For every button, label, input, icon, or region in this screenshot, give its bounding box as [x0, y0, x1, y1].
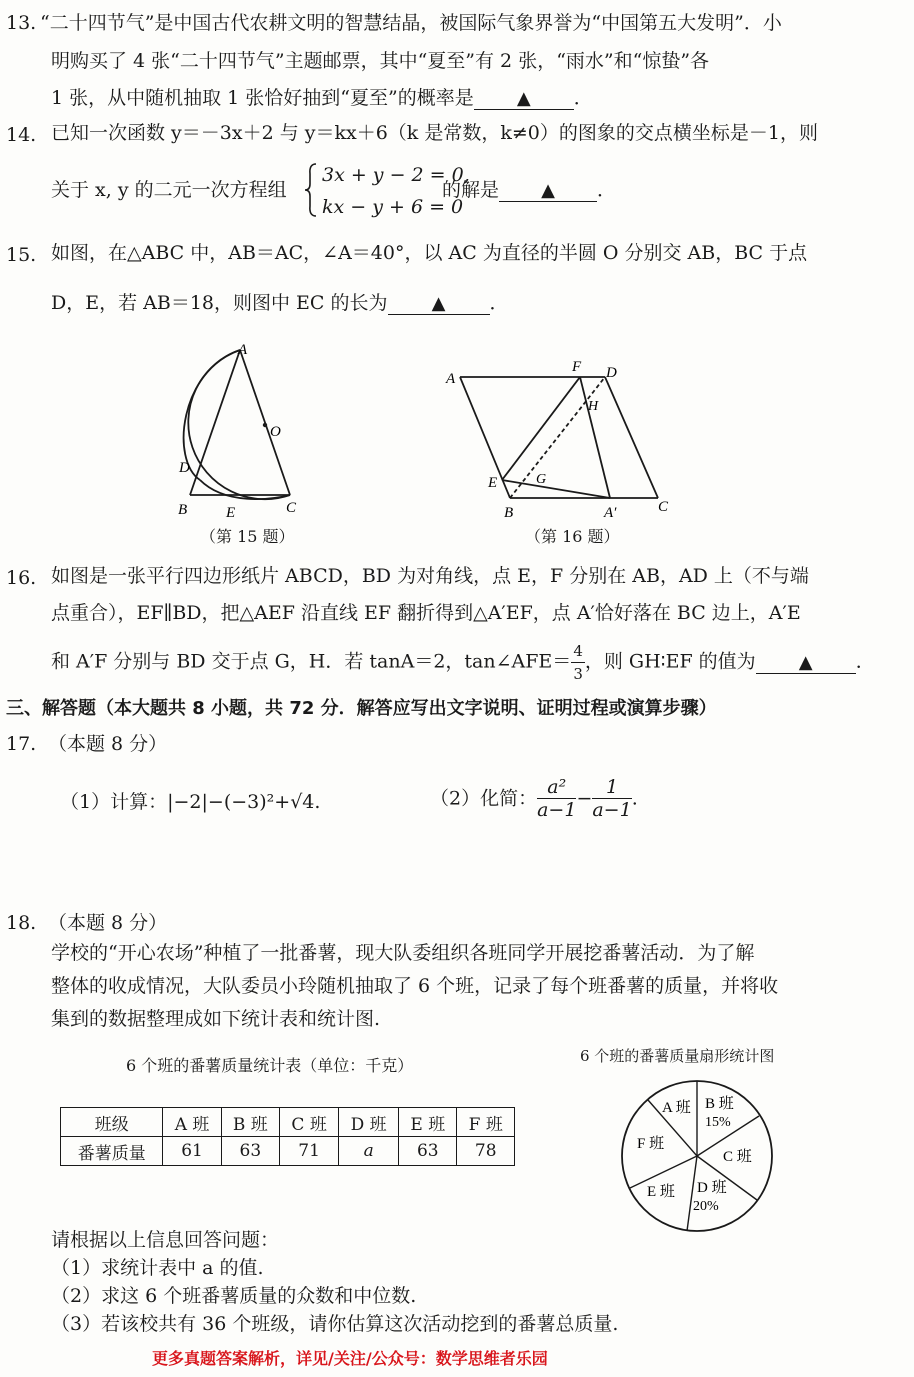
q14-line1: 已知一次函数 y＝－3x＋2 与 y＝kx＋6（k 是常数，k≠0）的图象的交点横坐标是－1，则 [51, 122, 818, 144]
table-header-cell: C 班 [280, 1108, 339, 1137]
answer-blank-14[interactable]: ▲ [499, 181, 597, 202]
table-cell: 番薯质量 [61, 1137, 163, 1166]
equation-brace [303, 162, 319, 218]
q16-number: 16. [6, 567, 37, 589]
fig16-label-g: G [536, 472, 547, 487]
table-cell: a [339, 1137, 399, 1166]
table-header-cell: D 班 [339, 1108, 399, 1137]
q17-part2: （2）化简： $\frac{\text{a²}}{a-1}$ − $\frac{1}{a-1}$ . [430, 776, 638, 821]
q18-line3: 集到的数据整理成如下统计表和统计图. [51, 1008, 381, 1030]
q18-sub1: （1）求统计表中 a 的值. [51, 1257, 264, 1279]
pie-title: 6 个班的番薯质量扇形统计图 [580, 1047, 775, 1065]
q13-line2: 明购买了 4 张“二十四节气”主题邮票，其中“夏至”有 2 张，“雨水”和“惊蛰”各 [51, 50, 710, 72]
pie-label-d: D 班 [697, 1180, 727, 1196]
fig15-label-c: C [286, 500, 297, 516]
pie-label-b-percent: 15% [705, 1115, 731, 1130]
table-header-cell: 班级 [61, 1108, 163, 1137]
fig15-label-b: B [178, 502, 188, 518]
q17-part1: （1）计算：|−2|−(−3)²+√4. [60, 791, 321, 813]
answer-blank-16[interactable]: ▲ [756, 653, 856, 674]
table-header-row [61, 1108, 515, 1137]
fraction-denominator: 3 [573, 665, 583, 683]
figure-16 [440, 355, 685, 520]
answer-blank-13[interactable]: ▲ [474, 89, 574, 110]
q18-ask: 请根据以上信息回答问题： [51, 1229, 280, 1251]
q13-line3: 1 张，从中随机抽取 1 张恰好抽到“夏至”的概率是 ▲ ． [51, 87, 593, 109]
fig16-label-f: F [572, 359, 582, 375]
equation-2: kx − y + 6 = 0 [322, 196, 464, 218]
q15-number: 15. [6, 244, 37, 266]
pie-label-a: A 班 [662, 1100, 691, 1116]
fig16-label-b: B [504, 505, 514, 520]
q14-line2-post: 的解是 ▲ ． [442, 179, 617, 201]
q15-line2: D，E，若 AB＝18，则图中 EC 的长为 ▲ ． [51, 292, 509, 314]
fig16-label-c: C [658, 499, 669, 515]
equation-1: 3x + y − 2 = 0, [322, 164, 470, 186]
table-cell: 71 [280, 1137, 339, 1166]
pie-label-d-percent: 20% [693, 1199, 719, 1214]
fig15-label-e: E [226, 505, 236, 521]
pie-chart [617, 1076, 777, 1236]
fig16-label-e: E [488, 475, 498, 491]
q18-number: 18. [6, 912, 37, 934]
table-header-cell: B 班 [221, 1108, 279, 1137]
fig16-label-d: D [606, 365, 617, 381]
table-header-cell: A 班 [163, 1108, 221, 1137]
q13-number: 13. [6, 12, 37, 34]
fig16-label-a-prime: A′ [604, 505, 617, 520]
fig15-caption: （第 15 题） [200, 527, 295, 546]
fig16-label-a: A [446, 371, 456, 387]
fraction-numerator: 4 [571, 640, 585, 663]
pie-label-c: C 班 [723, 1149, 752, 1165]
q17-score: （本题 8 分） [48, 733, 168, 755]
table-row [61, 1137, 515, 1166]
q14-line2-pre: 关于 x, y 的二元一次方程组 [51, 179, 287, 201]
q15-line1: 如图，在△ABC 中，AB＝AC，∠A＝40°，以 AC 为直径的半圆 O 分别交 AB，BC 于点 [51, 242, 808, 264]
fraction2-numerator: 1 [592, 776, 631, 799]
table-cell: 63 [399, 1137, 457, 1166]
fraction1-denominator: a−1 [537, 799, 577, 821]
table-cell: 63 [221, 1137, 279, 1166]
table-title: 6 个班的番薯质量统计表（单位：千克） [126, 1056, 414, 1075]
q13-line1: “二十四节气”是中国古代农耕文明的智慧结晶，被国际气象界誉为“中国第五大发明”．小 [40, 12, 782, 34]
q16-line2: 点重合），EF∥BD，把△AEF 沿直线 EF 翻折得到△A′EF，点 A′恰好落在 BC 边上，A′E [51, 602, 801, 624]
fig15-label-a: A [238, 342, 248, 358]
q18-line1: 学校的“开心农场”种植了一批番薯，现大队委组织各班同学开展挖番薯活动．为了解 [51, 942, 755, 964]
table-cell: 78 [457, 1137, 515, 1166]
section-heading: 三、解答题（本大题共 8 小题，共 72 分．解答应写出文字说明、证明过程或演算步骤） [6, 698, 717, 719]
table-header-cell: E 班 [399, 1108, 457, 1137]
fig15-label-o: O [270, 424, 281, 440]
fig15-label-d: D [179, 460, 190, 476]
q18-sub2: （2）求这 6 个班番薯质量的众数和中位数. [51, 1285, 417, 1307]
footer-promo: 更多真题答案解析，详见/关注/公众号：数学思维者乐园 [152, 1349, 548, 1368]
table-header-cell: F 班 [457, 1108, 515, 1137]
mass-table [60, 1107, 515, 1166]
table-cell: 61 [163, 1137, 221, 1166]
q18-line2: 整体的收成情况，大队委员小玲随机抽取了 6 个班，记录了每个班番薯的质量，并将收 [51, 975, 779, 997]
q16-line1: 如图是一张平行四边形纸片 ABCD，BD 为对角线，点 E，F 分别在 AB，AD 上（不与端 [51, 565, 809, 587]
q16-line3: 和 A′F 分别与 BD 交于点 G，H．若 tanA＝2，tan∠AFE＝ $\frac{4}{3}$ ，则 GH∶EF 的值为 ▲ ． [51, 642, 875, 683]
fig16-caption: （第 16 题） [525, 527, 620, 546]
q17-number: 17. [6, 733, 37, 755]
fig16-label-h: H [588, 399, 599, 414]
fraction2-denominator: a−1 [592, 799, 632, 821]
answer-blank-15[interactable]: ▲ [388, 294, 490, 315]
figure-15 [170, 340, 310, 525]
pie-label-e: E 班 [647, 1184, 675, 1200]
pie-label-f: F 班 [637, 1136, 665, 1152]
pie-label-b: B 班 [705, 1096, 734, 1112]
q18-score: （本题 8 分） [48, 912, 168, 934]
q14-number: 14. [6, 124, 37, 146]
fraction1-numerator: a² [537, 776, 576, 799]
q18-sub3: （3）若该校共有 36 个班级，请你估算这次活动挖到的番薯总质量. [51, 1313, 619, 1335]
